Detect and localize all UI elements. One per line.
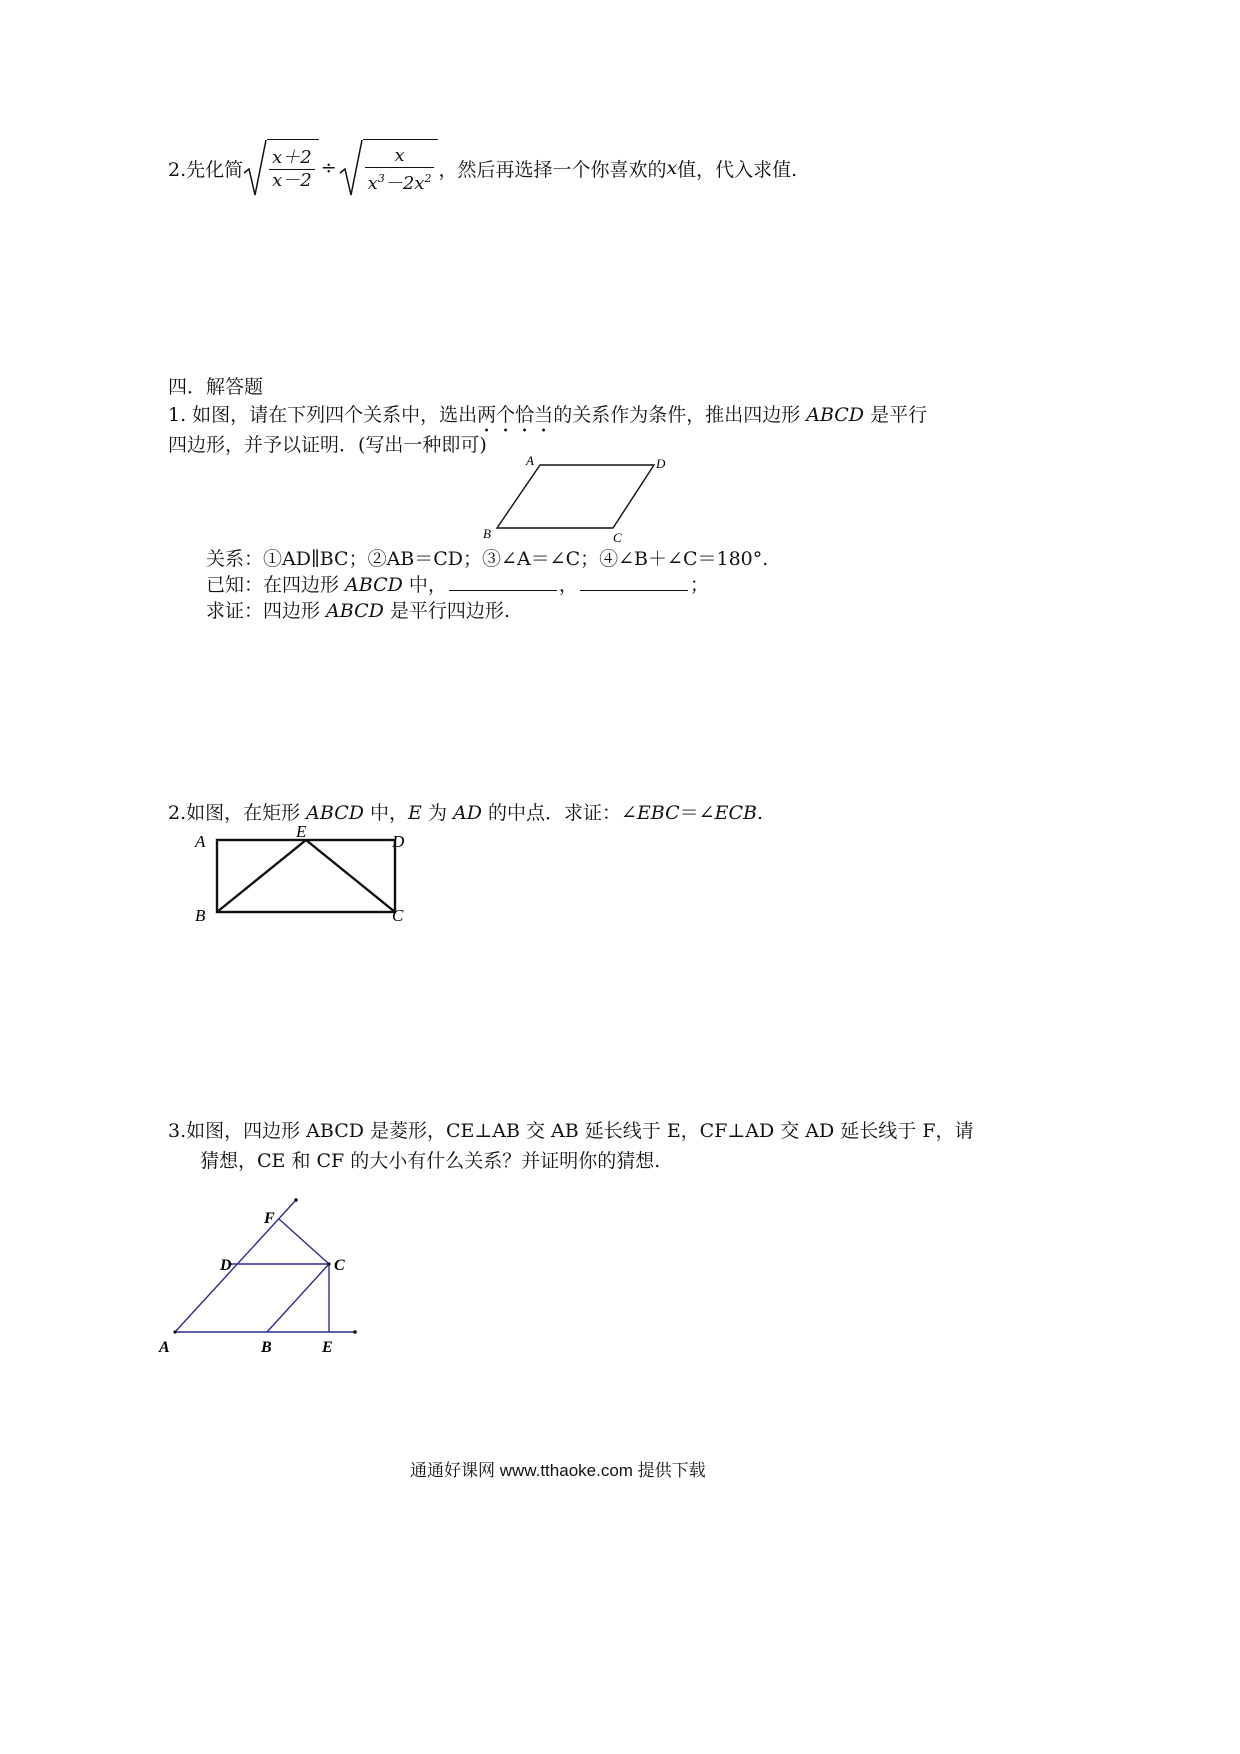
q1-given: 已知：在四边形 ABCD 中， ， ； bbox=[206, 574, 709, 596]
label-e: E bbox=[296, 822, 307, 841]
simplify-suffix-b: 值，代入求值. bbox=[677, 158, 798, 181]
label-d: D bbox=[220, 1257, 232, 1274]
rectangle-shape bbox=[217, 840, 395, 912]
fraction-1-numerator: x＋2 bbox=[272, 147, 312, 168]
segment-bc bbox=[267, 1264, 329, 1332]
label-e: E bbox=[322, 1339, 333, 1356]
fraction-1-denominator: x－2 bbox=[269, 169, 315, 192]
fraction-2-numerator: x bbox=[394, 144, 405, 166]
sqrt-expression-2 bbox=[339, 139, 439, 197]
parallelogram-shape bbox=[497, 465, 654, 528]
emphasis-text: 两个恰当 bbox=[477, 404, 554, 426]
q1-line1: 1. 如图，请在下列四个关系中，选出两个恰当的关系作为条件，推出四边形 ABCD 是平行 bbox=[168, 404, 928, 426]
fraction-2 bbox=[365, 145, 435, 195]
label-f: F bbox=[264, 1210, 275, 1227]
answer-blank-2[interactable] bbox=[580, 589, 688, 591]
radical-sign-icon bbox=[339, 139, 363, 197]
segment-eb bbox=[217, 840, 306, 912]
label-c: C bbox=[392, 906, 404, 925]
label-d: D bbox=[392, 832, 405, 851]
q1-relations: 关系：①AD∥BC；②AB＝CD；③∠A＝∠C；④∠B＋∠C＝180°. bbox=[206, 548, 769, 570]
parallelogram-figure bbox=[470, 448, 690, 548]
q3-line1: 3.如图，四边形 ABCD 是菱形，CE⊥AB 交 AB 延长线于 E，CF⊥AD 交 AD 延长线于 F，请 bbox=[168, 1120, 974, 1142]
rectangle-figure bbox=[185, 815, 425, 935]
label-a: A bbox=[195, 832, 206, 851]
simplify-suffix-a: ，然后再选择一个你喜欢的 bbox=[438, 158, 667, 181]
label-b: B bbox=[261, 1339, 272, 1356]
label-c: C bbox=[334, 1257, 345, 1274]
segment-ec bbox=[306, 840, 395, 912]
q3-line2: 猜想，CE 和 CF 的大小有什么关系？并证明你的猜想. bbox=[200, 1150, 661, 1172]
fraction-2-denominator: $x^3-2x^2$ bbox=[365, 167, 435, 195]
label-b: B bbox=[195, 906, 206, 925]
simplify-question bbox=[168, 138, 797, 198]
division-sign: ÷ bbox=[320, 157, 337, 179]
sqrt-expression-1 bbox=[243, 139, 319, 197]
q2-text: 2.如图，在矩形 ABCD 中，E 为 AD 的中点．求证：∠EBC＝∠ECB. bbox=[168, 802, 764, 824]
q1-prove: 求证：四边形 ABCD 是平行四边形. bbox=[206, 600, 510, 622]
fraction-1 bbox=[269, 147, 315, 192]
line-af-extended bbox=[175, 1200, 296, 1332]
label-d: D bbox=[656, 456, 666, 471]
simplify-prefix: 2.先化简 bbox=[168, 158, 244, 181]
label-a: A bbox=[526, 453, 534, 468]
q1-line2: 四边形，并予以证明．(写出一种即可) bbox=[168, 434, 487, 456]
segment-cf bbox=[279, 1219, 329, 1264]
label-b: B bbox=[483, 526, 491, 541]
answer-blank-1[interactable] bbox=[449, 589, 557, 591]
label-c: C bbox=[613, 530, 622, 545]
section-title: 四．解答题 bbox=[168, 376, 264, 398]
radical-sign-icon bbox=[243, 139, 267, 197]
footer-text: 通通好课网 www.tthaoke.com 提供下载 bbox=[410, 1461, 706, 1480]
variable-x: x bbox=[666, 157, 678, 179]
rhombus-figure bbox=[150, 1190, 380, 1370]
label-a: A bbox=[159, 1339, 170, 1356]
